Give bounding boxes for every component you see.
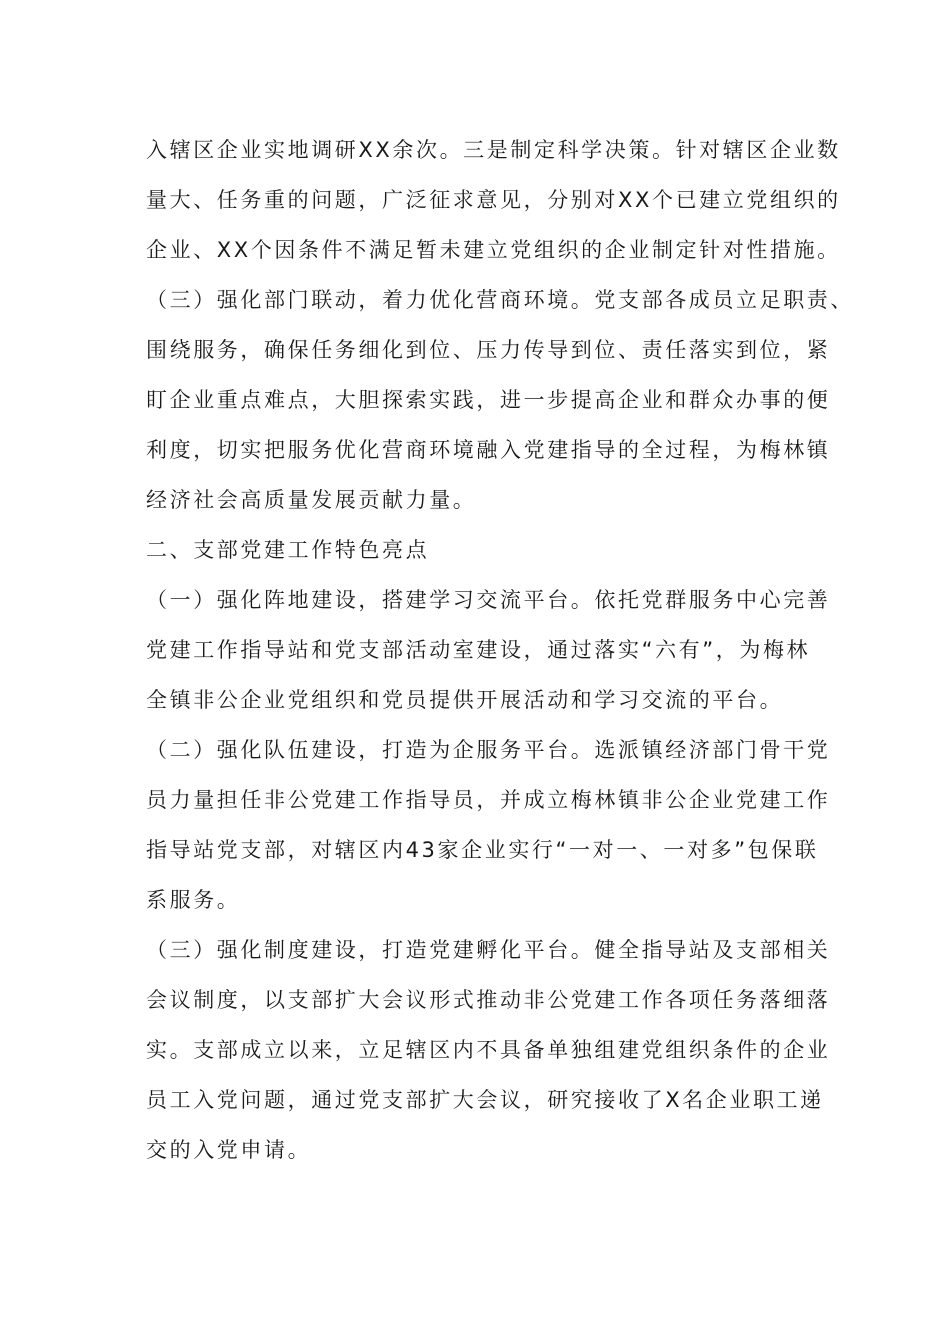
text-line: 党建工作指导站和党支部活动室建设，通过落实“六有”，为梅林 [146, 638, 811, 662]
text-line: 盯企业重点难点，大胆探索实践，进一步提高企业和群众办事的便 [146, 388, 831, 412]
text-line: 量大、任务重的问题，广泛征求意见，分别对XX个已建立党组织的 [146, 188, 841, 212]
text-line: 交的入党申请。 [146, 1138, 312, 1162]
section-heading: 二、支部党建工作特色亮点 [146, 538, 430, 562]
text-line: （三）强化部门联动，着力优化营商环境。党支部各成员立足职责、 [146, 288, 854, 312]
text-line: 入辖区企业实地调研XX余次。三是制定科学决策。针对辖区企业数 [146, 138, 841, 162]
text-line: 员力量担任非公党建工作指导员，并成立梅林镇非公企业党建工作 [146, 788, 831, 812]
text-line: 利度，切实把服务优化营商环境融入党建指导的全过程，为梅林镇 [146, 438, 831, 462]
text-line: 系服务。 [146, 888, 241, 912]
text-line: 经济社会高质量发展贡献力量。 [146, 488, 477, 512]
text-line: （一）强化阵地建设，搭建学习交流平台。依托党群服务中心完善 [146, 588, 831, 612]
text-line: 实。支部成立以来，立足辖区内不具备单独组建党组织条件的企业 [146, 1038, 831, 1062]
text-line: 企业、XX个因条件不满足暂未建立党组织的企业制定针对性措施。 [146, 238, 841, 262]
text-line: 全镇非公企业党组织和党员提供开展活动和学习交流的平台。 [146, 688, 784, 712]
text-line: 员工入党问题，通过党支部扩大会议，研究接收了X名企业职工递 [146, 1088, 824, 1112]
text-line: 围绕服务，确保任务细化到位、压力传导到位、责任落实到位，紧 [146, 338, 831, 362]
text-line: （三）强化制度建设，打造党建孵化平台。健全指导站及支部相关 [146, 938, 831, 962]
text-line: 会议制度，以支部扩大会议形式推动非公党建工作各项任务落细落 [146, 988, 831, 1012]
text-line: 指导站党支部，对辖区内43家企业实行“一对一、一对多”包保联 [146, 838, 819, 862]
text-line: （二）强化队伍建设，打造为企服务平台。选派镇经济部门骨干党 [146, 738, 831, 762]
